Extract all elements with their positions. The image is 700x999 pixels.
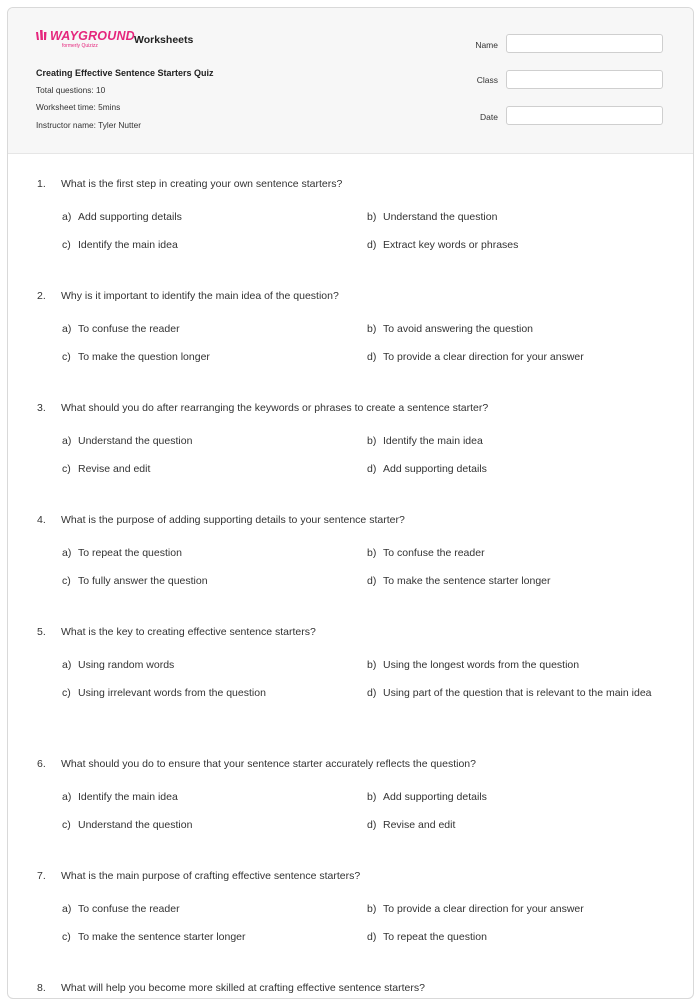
wayground-logo	[35, 30, 133, 49]
question-text: What is the purpose of adding supporting details to your sentence starter?	[61, 514, 405, 526]
class-field[interactable]	[506, 70, 663, 89]
name-field[interactable]	[506, 34, 663, 53]
option-d: d) To repeat the question	[367, 931, 487, 943]
question-text: What will help you become more skilled at crafting effective sentence starters?	[61, 982, 425, 994]
option-c: c) Understand the question	[62, 819, 193, 831]
question-text: Why is it important to identify the main idea of the question?	[61, 290, 339, 302]
question-text: What is the main purpose of crafting effective sentence starters?	[61, 870, 361, 882]
question-text: What should you do after rearranging the keywords or phrases to create a sentence starter?	[61, 402, 489, 414]
option-c: c) Identify the main idea	[62, 239, 178, 251]
question-number: 2.	[37, 290, 46, 302]
option-d: d) To provide a clear direction for your answer	[367, 351, 584, 363]
question-number: 4.	[37, 514, 46, 526]
option-b: b) Understand the question	[367, 211, 498, 223]
instructor-name: Instructor name: Tyler Nutter	[36, 120, 141, 130]
question-text: What should you do to ensure that your sentence starter accurately reflects the question?	[61, 758, 476, 770]
worksheet-title: Creating Effective Sentence Starters Quiz	[36, 68, 214, 78]
option-d: d) To make the sentence starter longer	[367, 575, 551, 587]
logo-text: WAYGROUND	[50, 29, 135, 43]
question-number: 1.	[37, 178, 46, 190]
option-c: c) To make the sentence starter longer	[62, 931, 246, 943]
worksheet-header	[8, 8, 693, 154]
option-c: c) To fully answer the question	[62, 575, 208, 587]
option-c: c) Using irrelevant words from the question	[62, 687, 266, 699]
total-questions: Total questions: 10	[36, 85, 106, 95]
option-a: a) To confuse the reader	[62, 903, 180, 915]
option-b: b) To provide a clear direction for your answer	[367, 903, 584, 915]
question-number: 6.	[37, 758, 46, 770]
worksheet-time: Worksheet time: 5mins	[36, 102, 121, 112]
question-number: 5.	[37, 626, 46, 638]
logo-subtext: formerly Quizizz	[62, 43, 98, 49]
option-c: c) To make the question longer	[62, 351, 210, 363]
question-text: What is the first step in creating your own sentence starters?	[61, 178, 343, 190]
option-a: a) To repeat the question	[62, 547, 182, 559]
question-number: 3.	[37, 402, 46, 414]
option-d: d) Extract key words or phrases	[367, 239, 519, 251]
question-number: 7.	[37, 870, 46, 882]
name-label: Name	[475, 40, 498, 50]
option-a: a) Add supporting details	[62, 211, 182, 223]
section-label: Worksheets	[134, 34, 194, 46]
option-d: d) Using part of the question that is relevant to the main idea	[367, 687, 652, 699]
question-text: What is the key to creating effective sentence starters?	[61, 626, 316, 638]
option-d: d) Add supporting details	[367, 463, 487, 475]
worksheet-page	[7, 7, 694, 999]
question-number: 8.	[37, 982, 46, 994]
option-a: a) Using random words	[62, 659, 175, 671]
logo-bars-icon	[35, 30, 48, 43]
option-a: a) Identify the main idea	[62, 791, 178, 803]
option-b: b) Add supporting details	[367, 791, 487, 803]
option-b: b) To avoid answering the question	[367, 323, 534, 335]
class-label: Class	[476, 75, 498, 85]
option-d: d) Revise and edit	[367, 819, 456, 831]
option-a: a) To confuse the reader	[62, 323, 180, 335]
option-b: b) To confuse the reader	[367, 547, 485, 559]
option-b: b) Using the longest words from the question	[367, 659, 580, 671]
option-c: c) Revise and edit	[62, 463, 151, 475]
option-a: a) Understand the question	[62, 435, 193, 447]
option-b: b) Identify the main idea	[367, 435, 483, 447]
date-label: Date	[480, 112, 498, 122]
date-field[interactable]	[506, 106, 663, 125]
